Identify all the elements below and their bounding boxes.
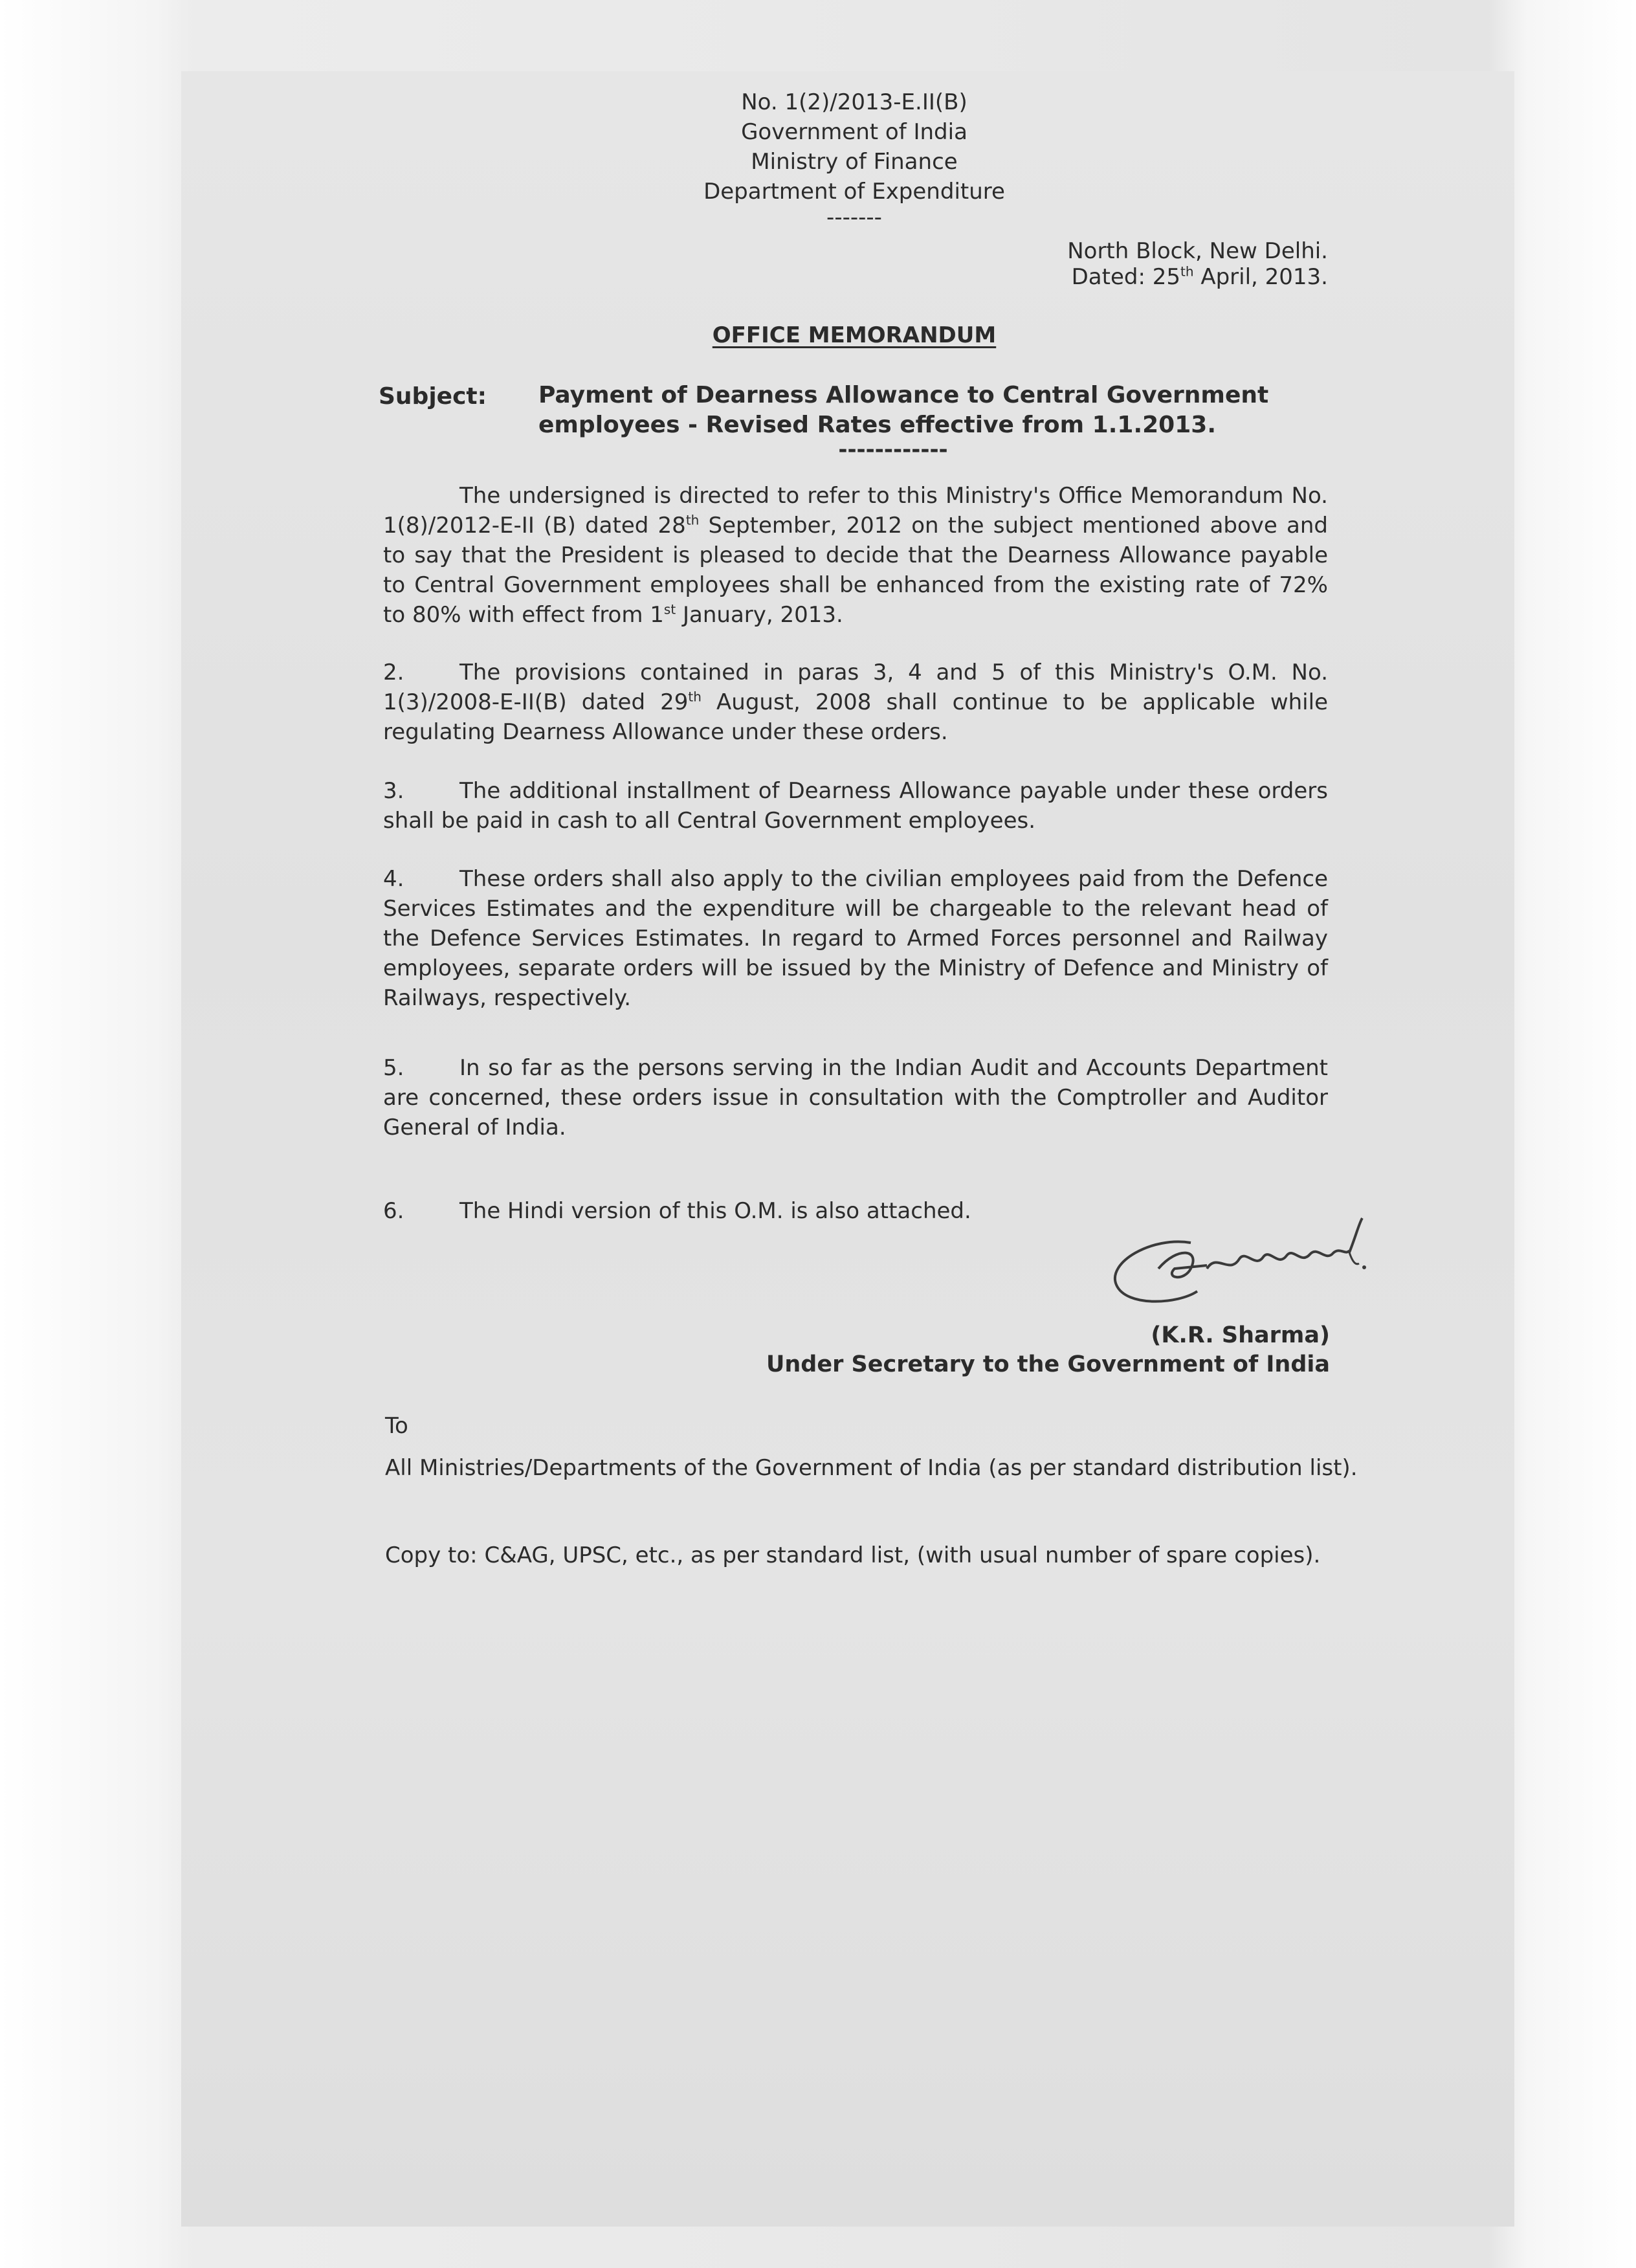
signatory-designation: Under Secretary to the Government of India — [766, 1351, 1330, 1377]
subject-line-2: employees - Revised Rates effective from 1.1.2013. — [538, 412, 1217, 438]
signatory-name: (K.R. Sharma) — [1151, 1322, 1330, 1348]
paragraph-3: 3. The additional installment of Dearness Allowance payable under these orders shall be paid in cash to all Central Government employees. — [383, 776, 1328, 836]
place-line: North Block, New Delhi. — [1067, 238, 1328, 264]
subject-line-1: Payment of Dearness Allowance to Central Government — [538, 382, 1269, 408]
to-label: To — [385, 1413, 408, 1439]
paragraph-5: 5. In so far as the persons serving in the Indian Audit and Accounts Department are concerned, these orders issue in consultation with the Comptroller and Auditor General of India. — [383, 1053, 1328, 1142]
paragraph-number: 3. — [383, 778, 404, 804]
paragraph-number: 6. — [383, 1198, 404, 1224]
copy-to-line: Copy to: C&AG, UPSC, etc., as per standard list, (with usual number of spare copies). — [385, 1542, 1321, 1568]
addressee-line: All Ministries/Departments of the Government of India (as per standard distribution list). — [385, 1455, 1358, 1481]
government-line: Government of India — [741, 119, 967, 145]
paragraph-6: 6. The Hindi version of this O.M. is also attached. — [383, 1196, 1328, 1226]
document-title: OFFICE MEMORANDUM — [712, 322, 997, 348]
paragraph-number: 2. — [383, 660, 404, 685]
paragraph-2: 2. The provisions contained in paras 3, 4 and 5 of this Ministry's O.M. No. 1(3)/2008-E-II(B) dated 29th August, 2008 shall continue to be applicable while regulating Dearness Allowance under these orders. — [383, 658, 1328, 747]
department-line: Department of Expenditure — [703, 179, 1005, 205]
reference-number: No. 1(2)/2013-E.II(B) — [741, 89, 967, 115]
paragraph-number: 5. — [383, 1055, 404, 1081]
subject-separator: ------------ — [838, 437, 948, 463]
date-line: Dated: 25th April, 2013. — [1071, 263, 1328, 290]
paragraph-number: 4. — [383, 866, 404, 892]
subject-label: Subject: — [379, 383, 487, 410]
ministry-line: Ministry of Finance — [751, 149, 958, 175]
paragraph-1: The undersigned is directed to refer to this Ministry's Office Memorandum No. 1(8)/2012-E-II (B) dated 28th September, 2012 on the subject mentioned above and to say that the President is pleased to decide that the Dearness Allowance payable to Central Government employees shall be enhanced from the existing rate of 72% to 80% with effect from 1st January, 2013. — [383, 483, 1329, 628]
paragraph-4: 4. These orders shall also apply to the civilian employees paid from the Defence Services Estimates and the expenditure will be chargeable to the relevant head of the Defence Services Estimates. In regard to Armed Forces personnel and Railway employees, separate orders will be issued by the Ministry of Defence and Ministry of Railways, respectively. — [383, 864, 1328, 1013]
header-separator: ------- — [826, 205, 882, 230]
